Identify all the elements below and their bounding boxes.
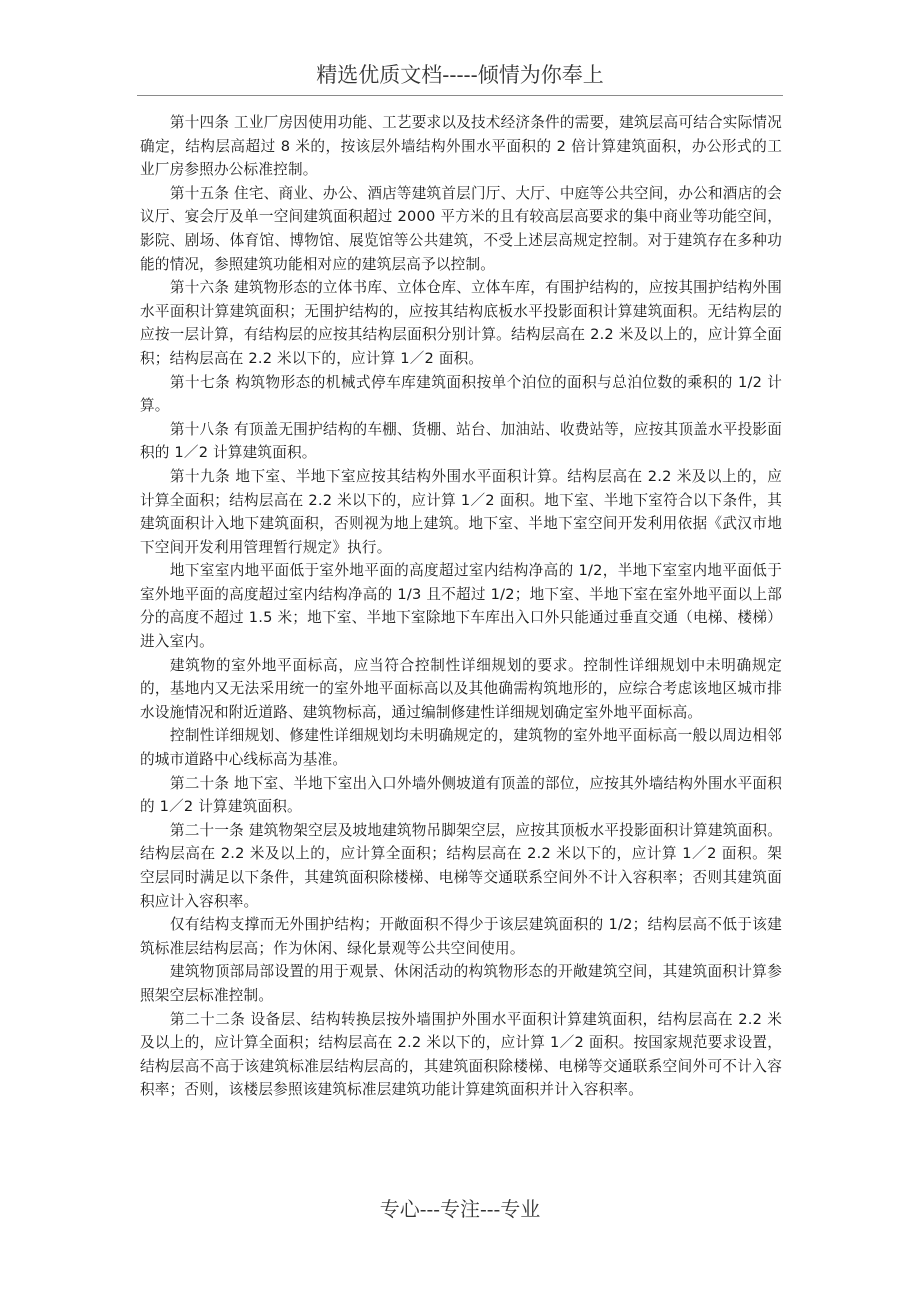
document-body xyxy=(140,111,782,1102)
paragraph-stilt-conditions: 仅有结构支撑而无外围护结构；开敞面积不得少于该层建筑面积的 1/2；结构层高不低于该建筑标准层结构层高；作为休闲、绿化景观等公共空间使用。 xyxy=(140,916,782,957)
paragraph-article-17: 第十七条 构筑物形态的机械式停车库建筑面积按单个泊位的面积与总泊位数的乘积的 1/2 计算。 xyxy=(140,373,782,415)
paragraph-elevation-baseline: 控制性详细规划、修建性详细规划均未明确规定的，建筑物的室外地平面标高一般以周边相邻的城市道路中心线标高为基准。 xyxy=(140,727,782,769)
paragraph-article-18: 第十八条 有顶盖无围护结构的车棚、货棚、站台、加油站、收费站等，应按其顶盖水平投影面积的 1／2 计算建筑面积。 xyxy=(140,420,782,462)
paragraph-article-19: 第十九条 地下室、半地下室应按其结构外围水平面积计算。结构层高在 2.2 米及以上的，应计算全面积；结构层高在 2.2 米以下的，应计算 1／2 面积。地下室、半地下室符合以下条件，其建筑面积计入地下建筑面积，否则视为地上建筑。地下室、半地下室空间开发利用依据《武汉市地下空间开发利用管理暂行规定》执行。 xyxy=(140,467,782,556)
paragraph-article-20: 第二十条 地下室、半地下室出入口外墙外侧坡道有顶盖的部位，应按其外墙结构外围水平面积的 1／2 计算建筑面积。 xyxy=(140,774,782,816)
header-divider xyxy=(137,95,783,96)
paragraph-rooftop-space: 建筑物顶部局部设置的用于观景、休闲活动的构筑物形态的开敞建筑空间，其建筑面积计算参照架空层标准控制。 xyxy=(140,963,782,1004)
paragraph-basement-conditions: 地下室室内地平面低于室外地平面的高度超过室内结构净高的 1/2，半地下室室内地平面低于室外地平面的高度超过室内结构净高的 1/3 且不超过 1/2；地下室、半地下室在室外地平面以上部分的高度不超过 1.5 米；地下室、半地下室除地下车库出入口外只能通过垂直交通（电梯、楼梯）进入室内。 xyxy=(140,562,782,651)
paragraph-article-16: 第十六条 建筑物形态的立体书库、立体仓库、立体车库，有围护结构的，应按其围护结构外围水平面积计算建筑面积；无围护结构的，应按其结构底板水平投影面积计算建筑面积。无结构层的应按一层计算，有结构层的应按其结构层面积分别计算。结构层高在 2.2 米及以上的，应计算全面积；结构层高在 2.2 米以下的，应计算 1／2 面积。 xyxy=(140,279,782,367)
paragraph-outdoor-elevation: 建筑物的室外地平面标高，应当符合控制性详细规划的要求。控制性详细规划中未明确规定的，基地内又无法采用统一的室外地平面标高以及其他确需构筑地形的，应综合考虑该地区城市排水设施情况和附近道路、建筑物标高，通过编制修建性详细规划确定室外地平面标高。 xyxy=(140,656,782,721)
page-footer: 专心---专注---专业 xyxy=(379,1197,541,1221)
page-header: 精选优质文档-----倾情为你奉上 xyxy=(316,63,604,87)
paragraph-article-15: 第十五条 住宅、商业、办公、酒店等建筑首层门厅、大厅、中庭等公共空间，办公和酒店的会议厅、宴会厅及单一空间建筑面积超过 2000 平方米的且有较高层高要求的集中商业等功能空间，影院、剧场、体育馆、博物馆、展览馆等公共建筑，不受上述层高规定控制。对于建筑存在多种功能的情况，参照建筑功能相对应的建筑层高予以控制。 xyxy=(140,184,782,273)
paragraph-article-14: 第十四条 工业厂房因使用功能、工艺要求以及技术经济条件的需要，建筑层高可结合实际情况确定，结构层高超过 8 米的，按该层外墙结构外围水平面积的 2 倍计算建筑面积，办公形式的工业厂房参照办公标准控制。 xyxy=(140,114,782,179)
paragraph-article-22: 第二十二条 设备层、结构转换层按外墙围护外围水平面积计算建筑面积，结构层高在 2.2 米及以上的，应计算全面积；结构层高在 2.2 米以下的，应计算 1／2 面积。按国家规范要求设置，结构层高不高于该建筑标准层结构层高的，其建筑面积除楼梯、电梯等交通联系空间外可不计入容积率；否则，该楼层参照该建筑标准层建筑功能计算建筑面积并计入容积率。 xyxy=(140,1010,782,1099)
paragraph-article-21: 第二十一条 建筑物架空层及坡地建筑物吊脚架空层，应按其顶板水平投影面积计算建筑面积。结构层高在 2.2 米及以上的，应计算全面积；结构层高在 2.2 米以下的，应计算 1／2 面积。架空层同时满足以下条件，其建筑面积除楼梯、电梯等交通联系空间外不计入容积率；否则其建筑面积应计入容积率。 xyxy=(140,821,782,910)
